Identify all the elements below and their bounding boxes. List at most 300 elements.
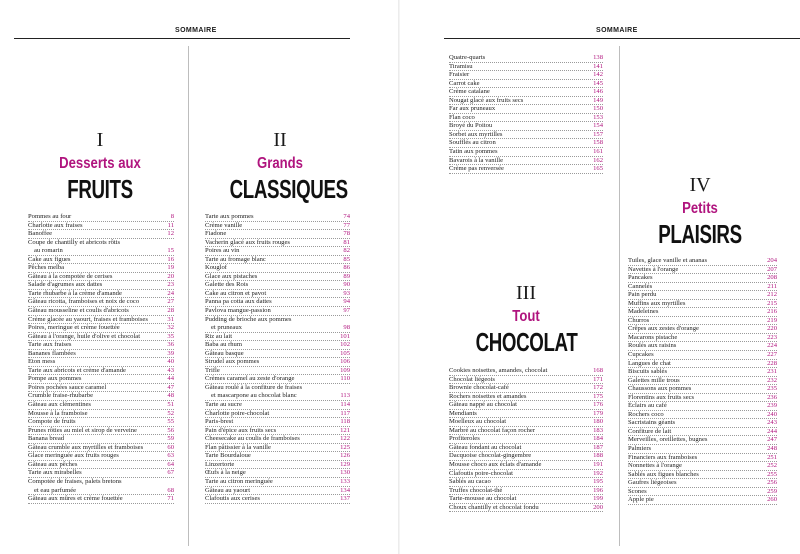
toc-entry-page: 60: [167, 443, 174, 451]
toc-entry: [28, 358, 174, 367]
toc-entry-title: Pêches melba: [28, 264, 65, 272]
toc-entry-page: 74: [343, 213, 350, 220]
toc-list-fruits: [28, 213, 174, 504]
toc-entry-title: Palmiers: [628, 445, 652, 453]
toc-entry: [28, 392, 174, 401]
section-number: III: [516, 282, 536, 304]
toc-entry: [205, 367, 350, 376]
toc-entry-page: 165: [593, 165, 603, 173]
toc-entry-title: Sablés au cacao: [449, 478, 491, 486]
toc-entry-title: Fraisier: [449, 71, 470, 79]
toc-list-classiques-continued: [449, 54, 603, 174]
toc-entry-page: 78: [343, 230, 350, 238]
toc-entry-title: Galette des Rois: [205, 281, 249, 289]
toc-entry: [205, 316, 350, 325]
toc-entry: [449, 444, 603, 453]
toc-entry: [28, 461, 174, 470]
toc-entry: [449, 88, 603, 97]
toc-entry: [28, 341, 174, 350]
toc-entry-page: 98: [343, 324, 350, 332]
toc-entry: [628, 360, 777, 369]
toc-entry: [628, 394, 777, 403]
toc-entry: [28, 324, 174, 333]
toc-entry: [449, 139, 603, 148]
toc-entry-page: 105: [340, 349, 350, 357]
toc-entry: [449, 376, 603, 385]
section-heading-fruits: [30, 130, 170, 203]
toc-entry-title: Rochers noisettes et amandes: [449, 392, 527, 400]
toc-entry-page: 52: [167, 409, 174, 417]
toc-entry-title: Crumble fraise-rhubarbe: [28, 392, 93, 400]
toc-entry-page: 255: [767, 470, 777, 478]
toc-entry-page: 67: [167, 469, 174, 477]
toc-entry-page: 247: [767, 436, 777, 444]
toc-entry-page: 150: [593, 105, 603, 113]
toc-list-classiques: [205, 213, 350, 504]
toc-entry-page: 110: [340, 375, 350, 383]
section-heading-chocolat: [456, 283, 596, 356]
toc-entry-title: Navettes à l'orange: [628, 265, 679, 273]
toc-entry-title: Carrot cake: [449, 79, 480, 87]
toc-entry-title: Pain perdu: [628, 291, 657, 299]
section-number: IV: [689, 174, 711, 196]
toc-entry-page: 109: [340, 366, 350, 374]
toc-entry: [205, 427, 350, 436]
toc-entry-page: 55: [167, 418, 174, 426]
toc-entry: [205, 324, 350, 333]
toc-entry: [205, 273, 350, 282]
toc-entry: [28, 410, 174, 419]
toc-entry-page: 12: [167, 230, 174, 238]
toc-entry: [449, 105, 603, 114]
toc-entry-page: 195: [593, 478, 603, 486]
toc-entry-title: Flan coco: [449, 113, 475, 121]
toc-entry-page: 8: [170, 213, 174, 220]
toc-entry-page: 251: [767, 453, 777, 461]
toc-entry-page: 228: [767, 359, 777, 367]
toc-entry-page: 223: [767, 333, 777, 341]
toc-entry-title: Gâteau nappé au chocolat: [449, 401, 517, 409]
toc-entry-title: Churros: [628, 316, 650, 324]
toc-entry-page: 85: [343, 255, 350, 263]
toc-entry-page: 56: [167, 426, 174, 434]
toc-list-plaisirs: [628, 257, 777, 505]
toc-entry-page: 130: [340, 469, 350, 477]
toc-entry-page: 122: [340, 435, 350, 443]
toc-entry-page: 227: [767, 351, 777, 359]
toc-entry-title: Clafoutis poire-chocolat: [449, 469, 513, 477]
section-title: CLASSIQUES: [229, 174, 348, 204]
toc-entry-title: Tiramisu: [449, 62, 473, 70]
toc-entry-page: 171: [593, 375, 603, 383]
toc-entry: [205, 298, 350, 307]
toc-entry-title: Confiture de lait: [628, 427, 672, 435]
toc-entry-page: 176: [593, 401, 603, 409]
toc-entry: [205, 281, 350, 290]
toc-entry-title: Cake au citron et pavot: [205, 289, 267, 297]
toc-entry-page: 19: [167, 264, 174, 272]
column-divider: [188, 46, 189, 546]
toc-entry-page: 207: [767, 265, 777, 273]
toc-entry-page: 211: [767, 282, 777, 290]
toc-entry: [628, 300, 777, 309]
toc-entry: [28, 307, 174, 316]
toc-entry: [628, 377, 777, 386]
toc-entry-page: 175: [593, 392, 603, 400]
toc-entry-title: Strudel aux pommes: [205, 358, 260, 366]
toc-entry-title: Muffins aux myrtilles: [628, 299, 686, 307]
toc-entry-page: 125: [340, 443, 350, 451]
toc-entry-page: 20: [167, 272, 174, 280]
toc-entry-page: 204: [767, 257, 777, 264]
toc-entry-page: 126: [340, 452, 350, 460]
section-title: FRUITS: [67, 174, 133, 204]
toc-entry-title: Galettes mille trous: [628, 376, 680, 384]
toc-entry-title: Eton mess: [28, 358, 56, 366]
toc-entry: [449, 165, 603, 174]
toc-entry-title: Financiers aux framboises: [628, 453, 698, 461]
toc-entry: [205, 375, 350, 384]
toc-entry: [628, 419, 777, 428]
toc-entry-page: 63: [167, 452, 174, 460]
toc-entry-title: Nonnettes à l'orange: [628, 462, 682, 470]
toc-entry-page: 231: [767, 368, 777, 376]
toc-entry-page: 256: [767, 479, 777, 487]
toc-entry-title: Madeleines: [628, 308, 659, 316]
toc-entry-title: Tarte au sucre: [205, 401, 242, 409]
toc-entry-page: 146: [593, 88, 603, 96]
toc-entry-title: Tarte au citron meringuée: [205, 477, 273, 485]
toc-entry-title: Tuiles, glace vanille et ananas: [628, 257, 708, 264]
toc-entry-title: au romarin: [34, 247, 63, 255]
toc-entry: [205, 410, 350, 419]
toc-entry-page: 51: [167, 401, 174, 409]
toc-entry-title: Tarte aux abricots et crème d'amande: [28, 366, 126, 374]
toc-entry-page: 94: [343, 298, 350, 306]
toc-entry: [449, 478, 603, 487]
toc-entry-title: Dacquoise chocolat-gingembre: [449, 452, 532, 460]
toc-entry-page: 162: [593, 156, 603, 164]
toc-entry-title: Éclairs au café: [628, 402, 667, 410]
toc-entry: [205, 213, 350, 222]
toc-entry: [449, 504, 603, 513]
toc-entry-page: 180: [593, 418, 603, 426]
toc-entry: [628, 496, 777, 505]
toc-entry: [28, 444, 174, 453]
toc-entry-title: Flan pâtissier à la vanille: [205, 443, 271, 451]
toc-entry: [628, 342, 777, 351]
section-number: I: [96, 129, 104, 151]
toc-entry-title: Tarte aux pommes: [205, 213, 254, 220]
toc-entry-title: Charlotte aux fraises: [28, 221, 83, 229]
toc-entry-title: Tatin aux pommes: [449, 148, 498, 156]
toc-entry: [205, 350, 350, 359]
toc-entry-page: 86: [343, 264, 350, 272]
toc-entry: [628, 308, 777, 317]
toc-entry-title: Salade d'agrumes aux dattes: [28, 281, 103, 289]
toc-entry-page: 68: [167, 486, 174, 494]
toc-entry-page: 32: [167, 324, 174, 332]
toc-entry-title: Sablés aux figues blanches: [628, 470, 699, 478]
toc-entry-title: Pavlova mangue-passion: [205, 307, 271, 315]
toc-entry: [449, 384, 603, 393]
toc-entry-title: Soufflés au citron: [449, 139, 496, 147]
toc-entry-page: 248: [767, 445, 777, 453]
toc-entry: [205, 290, 350, 299]
toc-entry-title: Pompe aux pommes: [28, 375, 82, 383]
toc-entry: [205, 495, 350, 504]
section-number: II: [273, 129, 287, 151]
toc-entry-page: 200: [593, 503, 603, 511]
toc-entry: [205, 384, 350, 393]
toc-entry-page: 232: [767, 376, 777, 384]
section-title: CHOCOLAT: [475, 327, 578, 357]
toc-entry: [28, 239, 174, 248]
toc-entry-title: Tarte Bourdaloue: [205, 452, 251, 460]
toc-entry-page: 44: [167, 375, 174, 383]
toc-entry-page: 134: [340, 486, 350, 494]
toc-entry-page: 28: [167, 307, 174, 315]
toc-entry: [205, 444, 350, 453]
toc-entry: [628, 317, 777, 326]
toc-entry-page: 187: [593, 443, 603, 451]
section-subtitle: Grands: [257, 155, 303, 172]
section-heading-classiques: [210, 130, 350, 203]
toc-entry-title: Vacherin glacé aux fruits rouges: [205, 238, 290, 246]
toc-entry-page: 133: [340, 477, 350, 485]
toc-entry-title: Linzertorte: [205, 460, 235, 468]
toc-entry-title: Riz au lait: [205, 332, 233, 340]
toc-entry-page: 208: [767, 274, 777, 282]
toc-entry-title: Gâteau à la compotée de cerises: [28, 272, 113, 280]
toc-entry: [28, 281, 174, 290]
toc-entry-title: Gâteau aux mûres et crème fouettée: [28, 495, 123, 503]
toc-entry-title: Biscuits sablés: [628, 368, 668, 376]
toc-entry: [28, 350, 174, 359]
toc-entry: [449, 122, 603, 131]
toc-entry-title: Baba au rhum: [205, 341, 242, 349]
toc-entry-title: Mendiants: [449, 409, 477, 417]
toc-entry-title: Far aux pruneaux: [449, 105, 496, 113]
toc-entry-title: Crêpes aux zestes d'orange: [628, 325, 699, 333]
toc-entry-page: 141: [593, 62, 603, 70]
toc-entry: [28, 401, 174, 410]
toc-entry: [449, 393, 603, 402]
toc-entry-title: Gâteau à l'orange, huile d'olive et chocolat: [28, 332, 141, 340]
toc-entry-page: 142: [593, 71, 603, 79]
toc-entry-page: 145: [593, 79, 603, 87]
toc-entry: [628, 283, 777, 292]
toc-entry-title: Mousse à la framboise: [28, 409, 88, 417]
toc-entry-page: 240: [767, 410, 777, 418]
toc-entry-title: Moelleux au chocolat: [449, 418, 507, 426]
toc-entry-title: Crème glacée au yaourt, fraises et framboises: [28, 315, 148, 323]
toc-entry: [205, 222, 350, 231]
toc-entry: [28, 367, 174, 376]
toc-entry-title: Macarons pistache: [628, 333, 678, 341]
toc-entry: [205, 333, 350, 342]
toc-entry-page: 153: [593, 113, 603, 121]
section-subtitle: Desserts aux: [59, 155, 141, 172]
toc-entry: [28, 213, 174, 222]
toc-entry-title: Crèmes caramel au zeste d'orange: [205, 375, 295, 383]
toc-entry: [28, 264, 174, 273]
toc-entry-title: Roulés aux raisins: [628, 342, 677, 350]
toc-entry-page: 48: [167, 392, 174, 400]
toc-entry: [28, 375, 174, 384]
toc-entry: [205, 392, 350, 401]
toc-entry: [28, 298, 174, 307]
toc-entry-page: 236: [767, 393, 777, 401]
toc-entry-page: 35: [167, 332, 174, 340]
section-title: PLAISIRS: [658, 219, 742, 249]
toc-entry-page: 77: [343, 221, 350, 229]
toc-entry-title: Panna pa cotta aux dattes: [205, 298, 272, 306]
toc-entry: [205, 418, 350, 427]
toc-entry-page: 158: [593, 139, 603, 147]
toc-entry-page: 191: [593, 461, 603, 469]
toc-entry: [205, 358, 350, 367]
toc-entry: [628, 445, 777, 454]
toc-entry-title: Scones: [628, 487, 647, 495]
toc-entry-title: Paris-brest: [205, 418, 234, 426]
toc-entry: [28, 273, 174, 282]
toc-entry-page: 64: [167, 460, 174, 468]
toc-entry-page: 216: [767, 308, 777, 316]
toc-entry-title: Gâteau basque: [205, 349, 244, 357]
toc-entry-page: 129: [340, 460, 350, 468]
toc-entry: [628, 428, 777, 437]
toc-entry: [628, 411, 777, 420]
toc-entry: [628, 479, 777, 488]
toc-entry-title: Chocolat liégeois: [449, 375, 495, 383]
toc-entry-title: Banoffee: [28, 230, 53, 238]
toc-entry-title: Glace meringuée aux fruits rouges: [28, 452, 119, 460]
page-header-title: SOMMAIRE: [175, 27, 217, 34]
toc-entry-page: 47: [167, 383, 174, 391]
toc-entry-title: Fiadone: [205, 230, 227, 238]
toc-entry-page: 168: [593, 367, 603, 374]
toc-entry-title: Glace aux pistaches: [205, 272, 258, 280]
toc-entry-page: 118: [340, 418, 350, 426]
toc-entry-page: 138: [593, 54, 603, 61]
toc-entry-page: 16: [167, 255, 174, 263]
toc-entry-title: et mascarpone au chocolat blanc: [211, 392, 297, 400]
toc-entry: [449, 435, 603, 444]
toc-entry: [449, 367, 603, 376]
toc-entry: [449, 418, 603, 427]
toc-entry: [28, 495, 174, 504]
toc-entry-title: Florentins aux fruits secs: [628, 393, 695, 401]
toc-entry-page: 179: [593, 409, 603, 417]
toc-entry-title: Pudding de brioche aux pommes: [205, 315, 292, 323]
toc-entry: [28, 384, 174, 393]
toc-entry: [449, 148, 603, 157]
toc-entry: [205, 435, 350, 444]
toc-entry-page: 117: [340, 409, 350, 417]
toc-entry: [628, 436, 777, 445]
toc-entry-title: Crème pas renversée: [449, 165, 504, 173]
toc-entry: [28, 487, 174, 496]
toc-entry-title: Poires pochées sauce caramel: [28, 383, 107, 391]
toc-entry: [628, 334, 777, 343]
toc-entry-title: Merveilles, oreillettes, bugnes: [628, 436, 708, 444]
toc-entry-title: Banana bread: [28, 435, 65, 443]
toc-entry-page: 224: [767, 342, 777, 350]
toc-entry-page: 93: [343, 289, 350, 297]
toc-entry-page: 243: [767, 419, 777, 427]
toc-entry-page: 154: [593, 122, 603, 130]
toc-entry: [28, 435, 174, 444]
toc-entry: [28, 222, 174, 231]
toc-entry: [449, 54, 603, 63]
toc-entry: [205, 341, 350, 350]
toc-entry-page: 15: [167, 247, 174, 255]
toc-entry-title: Tarte-mousse au chocolat: [449, 495, 517, 503]
toc-entry-title: Cannelés: [628, 282, 653, 290]
toc-entry: [449, 63, 603, 72]
toc-entry-title: Trifle: [205, 366, 220, 374]
toc-entry-page: 90: [343, 281, 350, 289]
toc-entry: [205, 461, 350, 470]
toc-entry-page: 172: [593, 384, 603, 392]
toc-entry-title: et pruneaux: [211, 324, 242, 332]
toc-entry-title: Cake aux figues: [28, 255, 71, 263]
toc-entry-page: 71: [167, 495, 174, 503]
toc-entry: [449, 157, 603, 166]
toc-entry-title: Bananes flambées: [28, 349, 76, 357]
toc-entry: [205, 230, 350, 239]
header-rule: [14, 38, 350, 39]
toc-entry: [628, 266, 777, 275]
toc-entry: [449, 131, 603, 140]
toc-entry: [28, 230, 174, 239]
toc-entry-page: 97: [343, 307, 350, 315]
toc-entry: [28, 333, 174, 342]
section-subtitle: Tout: [512, 308, 540, 325]
toc-entry-title: Sorbet aux myrtilles: [449, 130, 503, 138]
section-heading-plaisirs: [630, 175, 770, 248]
header-rule: [444, 38, 800, 39]
toc-entry-page: 196: [593, 486, 603, 494]
toc-entry-title: Gâteau aux pêches: [28, 460, 78, 468]
toc-entry-page: 252: [767, 462, 777, 470]
toc-entry-page: 183: [593, 426, 603, 434]
toc-entry-page: 259: [767, 487, 777, 495]
toc-entry-title: Tarte aux mirabelles: [28, 469, 82, 477]
toc-entry-title: Gâteau mousseline et coulis d'abricots: [28, 307, 129, 315]
toc-entry-title: Gâteau aux clémentines: [28, 401, 91, 409]
toc-entry-page: 40: [167, 358, 174, 366]
toc-entry: [449, 114, 603, 123]
toc-entry-page: 161: [593, 148, 603, 156]
toc-entry-page: 192: [593, 469, 603, 477]
toc-entry: [449, 97, 603, 106]
toc-entry-title: Rochers coco: [628, 410, 664, 418]
toc-entry-page: 36: [167, 341, 174, 349]
toc-entry-title: Crème catalane: [449, 88, 490, 96]
toc-entry-page: 11: [167, 221, 174, 229]
toc-entry: [628, 274, 777, 283]
toc-entry: [449, 461, 603, 470]
toc-entry-page: 39: [167, 349, 174, 357]
toc-entry-page: 59: [167, 435, 174, 443]
toc-entry-title: Cupcakes: [628, 351, 654, 359]
toc-entry-title: Profiteroles: [449, 435, 480, 443]
toc-entry-page: 219: [767, 316, 777, 324]
toc-entry: [628, 402, 777, 411]
toc-entry-title: et eau parfumée: [34, 486, 77, 494]
